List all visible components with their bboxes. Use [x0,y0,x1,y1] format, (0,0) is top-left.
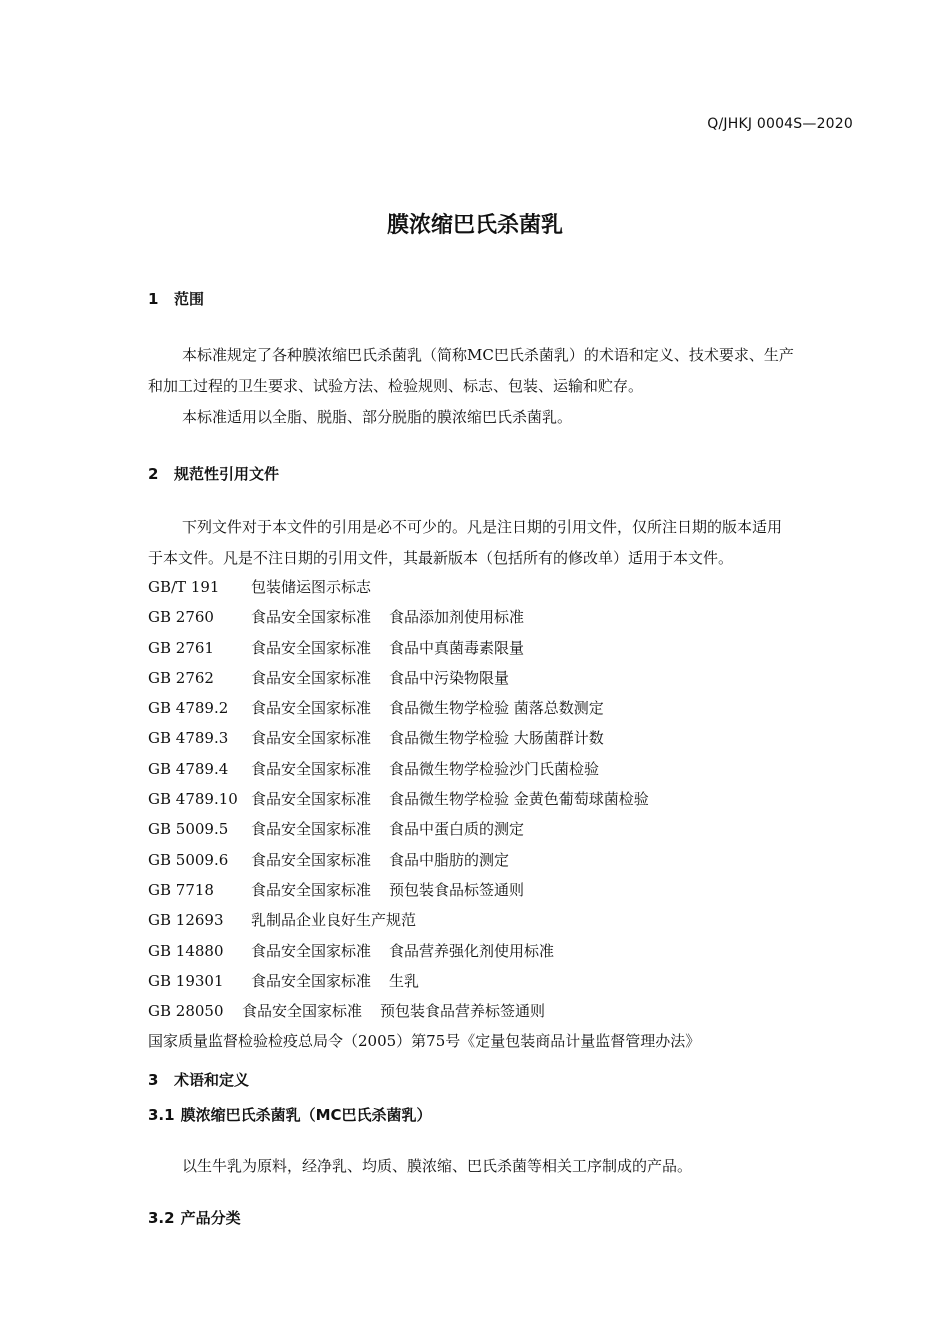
reference-row [148,814,700,844]
section-number: 3 [148,1071,159,1089]
section-1-paragraph-1 [148,340,854,402]
reference-code: GB 19301 [148,971,224,990]
subsection-3-2-heading [148,1207,241,1228]
reference-title: 食品安全国家标准 食品中真菌毒素限量 [251,638,525,657]
reference-title: 食品安全国家标准 食品中蛋白质的测定 [251,820,525,839]
reference-row [148,663,700,693]
reference-row [148,905,700,935]
reference-row [148,875,700,905]
reference-code: GB 4789.4 [148,759,229,778]
reference-code: GB 2761 [148,638,214,657]
reference-row [148,723,700,753]
reference-title: 食品安全国家标准 食品微生物学检验 金黄色葡萄球菌检验 [251,790,649,809]
reference-code: GB 4789.10 [148,790,238,809]
section-title: 范围 [174,290,205,308]
document-code: Q/JHKJ 0004S—2020 [707,116,853,132]
reference-code: GB/T 191 [148,578,220,596]
reference-code: GB 7718 [148,880,214,899]
reference-row [148,633,700,663]
subsection-number: 3.2 [148,1209,175,1227]
reference-title: 食品安全国家标准 生乳 [251,971,420,990]
reference-code: GB 5009.6 [148,850,229,869]
paragraph-line: 本标准适用以全脂、脱脂、部分脱脂的膜浓缩巴氏杀菌乳。 [182,408,573,426]
paragraph-line: 本标准规定了各种膜浓缩巴氏杀菌乳（简称MC巴氏杀菌乳）的术语和定义、技术要求、生产 [182,346,794,364]
reference-list [148,572,700,1057]
document-title: 膜浓缩巴氏杀菌乳 [386,213,563,238]
regulation-reference: 国家质量监督检验检疫总局令（2005）第75号《定量包装商品计量监督管理办法》 [148,1032,701,1051]
reference-code: GB 5009.5 [148,820,229,839]
reference-row [148,784,700,814]
reference-title: 食品安全国家标准 食品微生物学检验 大肠菌群计数 [251,729,604,748]
section-1-paragraph-2 [148,402,854,433]
reference-row [148,754,700,784]
reference-title: 食品安全国家标准 食品营养强化剂使用标准 [251,941,555,960]
section-title: 规范性引用文件 [174,465,280,483]
reference-title: 食品安全国家标准 食品添加剂使用标准 [251,608,525,627]
reference-title: 食品安全国家标准 预包装食品标签通则 [251,880,525,899]
subsection-3-1-heading [148,1104,432,1125]
paragraph-line: 和加工过程的卫生要求、试验方法、检验规则、标志、包装、运输和贮存。 [148,377,644,395]
reference-row [148,936,700,966]
section-title: 术语和定义 [174,1071,250,1089]
reference-title: 食品安全国家标准 食品微生物学检验 菌落总数测定 [251,699,604,718]
subsection-number: 3.1 [148,1106,175,1124]
reference-code: GB 2760 [148,608,214,627]
reference-row [148,845,700,875]
reference-code: GB 28050 [148,1002,224,1021]
subsection-title: 膜浓缩巴氏杀菌乳（MC巴氏杀菌乳） [180,1106,432,1124]
reference-title: 食品安全国家标准 预包装食品营养标签通则 [242,1002,546,1021]
reference-title: 食品安全国家标准 食品中污染物限量 [251,668,510,687]
reference-title: 食品安全国家标准 食品中脂肪的测定 [251,850,510,869]
reference-row [148,966,700,996]
paragraph-line: 于本文件。凡是不注日期的引用文件，其最新版本（包括所有的修改单）适用于本文件。 [148,549,734,567]
reference-code: GB 4789.2 [148,699,229,718]
reference-title: 食品安全国家标准 食品微生物学检验沙门氏菌检验 [251,759,600,778]
section-number: 1 [148,290,159,308]
section-number: 2 [148,465,159,483]
reference-title: 包装储运图示标志 [251,578,372,596]
paragraph-line: 下列文件对于本文件的引用是必不可少的。凡是注日期的引用文件，仅所注日期的版本适用 [182,518,783,536]
reference-row [148,572,700,602]
paragraph-line: 以生牛乳为原料，经净乳、均质、膜浓缩、巴氏杀菌等相关工序制成的产品。 [182,1157,693,1175]
reference-title: 乳制品企业良好生产规范 [251,911,417,930]
section-1-heading [148,288,204,309]
reference-row [148,996,700,1026]
section-3-heading [148,1069,249,1090]
reference-code: GB 4789.3 [148,729,229,748]
section-2-heading [148,463,279,484]
reference-row [148,602,700,632]
reference-code: GB 12693 [148,911,224,930]
subsection-title: 产品分类 [180,1209,241,1227]
section-2-intro [148,512,854,574]
reference-code: GB 14880 [148,941,224,960]
reference-code: GB 2762 [148,668,214,687]
subsection-3-1-text [148,1151,854,1182]
reference-row [148,693,700,723]
